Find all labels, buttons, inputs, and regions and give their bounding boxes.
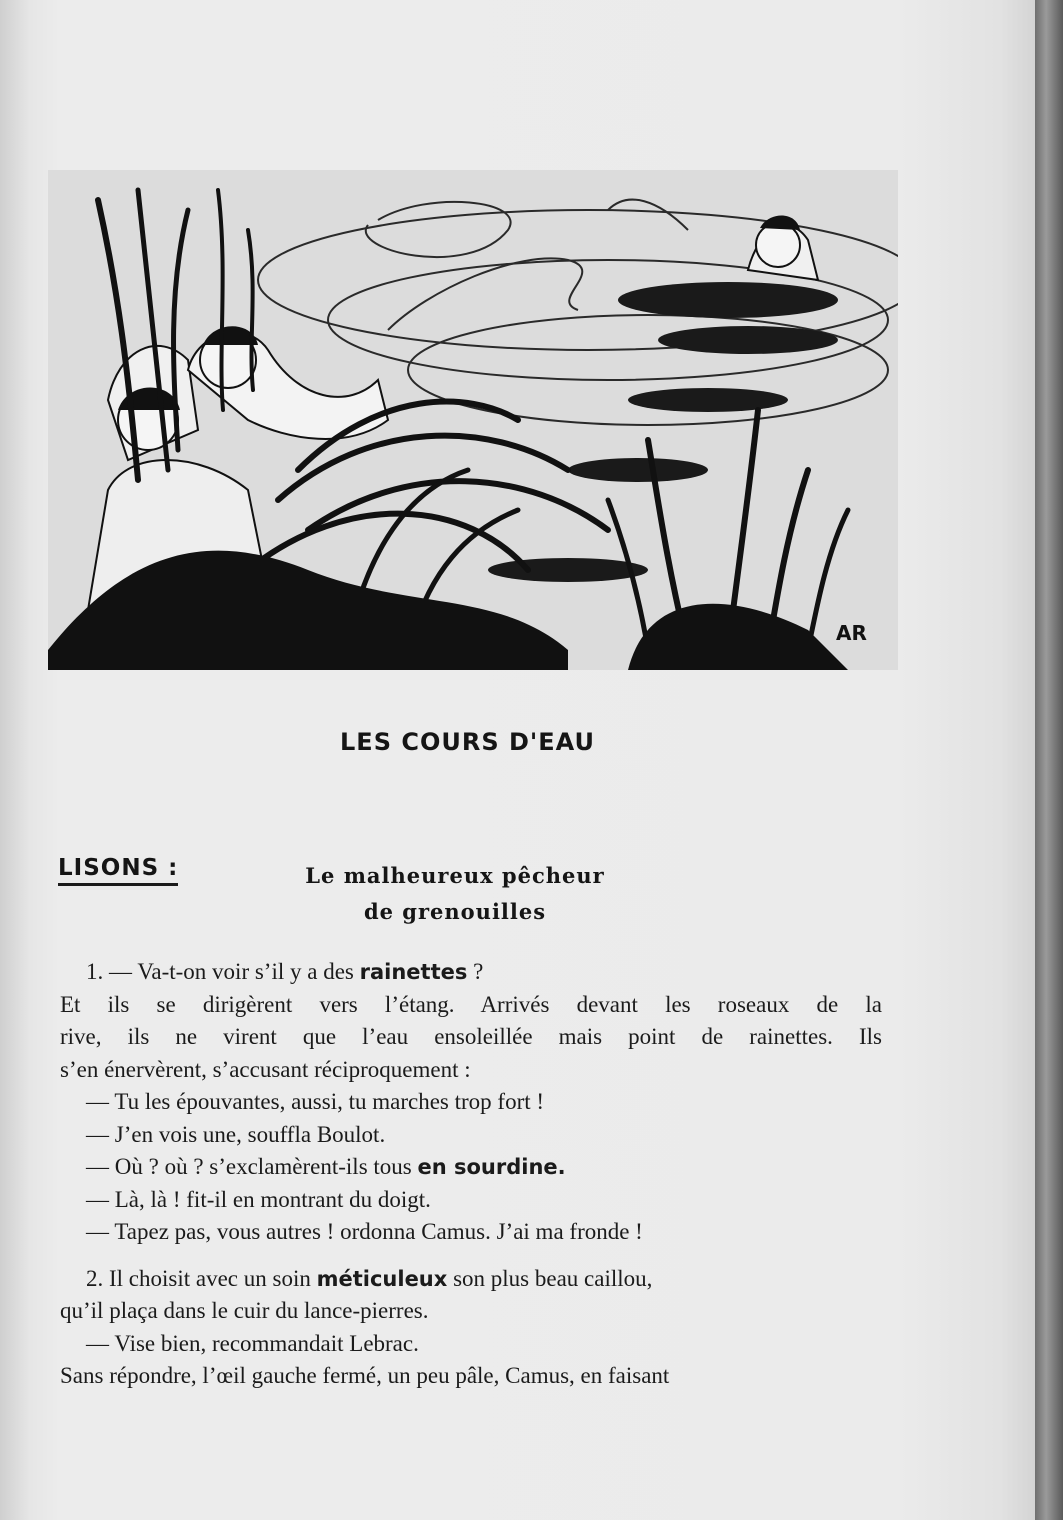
text-line: — Où ? où ? s’exclamèrent-ils tous en sourdine. <box>86 1154 566 1179</box>
text-line: — J’en vois une, souffla Boulot. <box>86 1121 386 1147</box>
illustration-svg <box>48 170 898 670</box>
text-line: — Là, là ! fit-il en montrant du doigt. <box>86 1186 431 1212</box>
text-line: 1. — Va-t-on voir s’il y a des rainettes ? <box>86 959 484 984</box>
artist-signature: AR <box>836 621 867 645</box>
text-line: s’en énervèrent, s’accusant réciproquement : <box>60 1056 471 1082</box>
text-line: 2. Il choisit avec un soin méticuleux son plus beau caillou, <box>86 1265 653 1291</box>
bold-word: rainettes <box>359 960 468 984</box>
section-label: LISONS : <box>58 855 178 886</box>
text-line: — Vise bien, recommandait Lebrac. <box>86 1330 419 1356</box>
page-title: LES COURS D'EAU <box>340 728 595 756</box>
text-line: qu’il plaça dans le cuir du lance-pierres. <box>60 1298 429 1323</box>
text-line: Sans répondre, l’œil gauche fermé, un peu pâle, Camus, en faisant <box>60 1363 670 1388</box>
reading-title-line-2: de grenouilles <box>363 899 547 924</box>
text-line: rive, ils ne virent que l’eau ensoleillée mais point de rainettes. Ils <box>60 1024 882 1049</box>
text-line: — Tapez pas, vous autres ! ordonna Camus. J’ai ma fronde ! <box>86 1219 643 1244</box>
bold-word: en sourdine. <box>417 1155 566 1179</box>
text-line: Et ils se dirigèrent vers l’étang. Arrivés devant les roseaux de la <box>60 991 882 1017</box>
reading-title-line-1: Le malheureux pêcheur <box>305 863 605 888</box>
book-gutter <box>1035 0 1063 1520</box>
reading-title <box>240 858 670 930</box>
text-line: — Tu les épouvantes, aussi, tu marches trop fort ! <box>86 1089 545 1114</box>
reading-text <box>60 956 882 1393</box>
bold-word: méticuleux <box>316 1266 448 1291</box>
pond-rescue-illustration <box>48 170 898 670</box>
